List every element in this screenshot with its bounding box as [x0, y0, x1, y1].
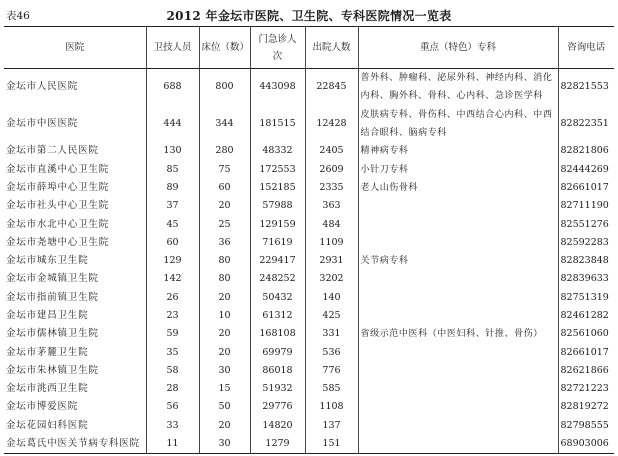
cell-phone: 82661017	[560, 181, 609, 193]
table-row	[4, 380, 614, 398]
cell-name: 金坛市城东卫生院	[4, 252, 146, 270]
table-body	[4, 69, 614, 454]
cell-specialty: 精神病专科	[358, 142, 558, 160]
cell-staff: 688	[146, 69, 199, 106]
cell-discharged: 585	[305, 380, 358, 398]
cell-staff: 59	[146, 325, 199, 343]
header-discharged: 出院人数	[305, 27, 358, 69]
cell-discharged: 2335	[305, 179, 358, 197]
cell-phone: 82822351	[560, 117, 609, 129]
cell-phone: 82821553	[560, 81, 609, 93]
cell-phone: 82444269	[560, 163, 609, 175]
cell-beds: 80	[199, 252, 250, 270]
cell-name: 金坛葛氏中医关节病专科医院	[4, 435, 146, 454]
cell-discharged: 2931	[305, 252, 358, 270]
cell-name: 金坛市社头中心卫生院	[4, 197, 146, 215]
cell-outpatient: 69979	[250, 343, 305, 361]
cell-specialty: 普外科、肿瘤科、泌尿外科、神经内科、消化内科、胸外科、骨科、心内科、急诊医学科	[358, 69, 558, 106]
cell-specialty	[358, 197, 558, 215]
cell-name: 金坛市博爱医院	[4, 398, 146, 416]
cell-phone: 82711190	[560, 200, 609, 212]
cell-staff: 60	[146, 234, 199, 252]
cell-phone: 82823848	[560, 255, 609, 267]
cell-specialty: 老人山伤骨科	[358, 179, 558, 197]
table-row	[4, 417, 614, 435]
cell-beds: 800	[199, 69, 250, 106]
cell-staff: 45	[146, 215, 199, 233]
cell-name: 金坛市建昌卫生院	[4, 307, 146, 325]
cell-beds: 75	[199, 160, 250, 178]
cell-discharged: 1108	[305, 398, 358, 416]
cell-phone: 82798555	[560, 419, 609, 431]
cell-staff: 33	[146, 417, 199, 435]
cell-specialty: 省级示范中医科（中医妇科、针推、骨伤）	[358, 325, 558, 343]
cell-staff: 130	[146, 142, 199, 160]
table-row	[4, 234, 614, 252]
cell-name: 金坛市指前镇卫生院	[4, 289, 146, 307]
cell-specialty	[358, 289, 558, 307]
cell-outpatient: 48332	[250, 142, 305, 160]
header-specialty: 重点（特色）专科	[358, 27, 558, 69]
table-row	[4, 343, 614, 361]
cell-specialty	[358, 380, 558, 398]
cell-staff: 85	[146, 160, 199, 178]
cell-specialty: 皮肤病专科、骨伤科、中西结合心内科、中西结合眼科、脑病专科	[358, 106, 558, 143]
cell-outpatient: 61312	[250, 307, 305, 325]
hospital-table	[4, 26, 614, 454]
cell-beds: 50	[199, 398, 250, 416]
table-row	[4, 398, 614, 416]
cell-staff: 37	[146, 197, 199, 215]
table-row	[4, 160, 614, 178]
cell-discharged: 137	[305, 417, 358, 435]
cell-discharged: 1109	[305, 234, 358, 252]
cell-name: 金坛市洮西卫生院	[4, 380, 146, 398]
cell-beds: 80	[199, 270, 250, 288]
cell-beds: 10	[199, 307, 250, 325]
cell-beds: 20	[199, 325, 250, 343]
table-row	[4, 197, 614, 215]
cell-specialty	[358, 270, 558, 288]
cell-outpatient: 51932	[250, 380, 305, 398]
table-row	[4, 435, 614, 454]
cell-outpatient: 172553	[250, 160, 305, 178]
cell-specialty	[358, 307, 558, 325]
cell-specialty	[358, 417, 558, 435]
cell-name: 金坛市中医医院	[4, 106, 146, 143]
cell-specialty	[358, 398, 558, 416]
cell-discharged: 151	[305, 435, 358, 454]
cell-phone: 82551276	[560, 218, 609, 230]
cell-specialty	[358, 362, 558, 380]
cell-specialty	[358, 435, 558, 454]
cell-outpatient: 168108	[250, 325, 305, 343]
cell-name: 金坛市朱林镇卫生院	[4, 362, 146, 380]
header-beds: 床位（数）	[199, 27, 250, 69]
cell-outpatient: 129159	[250, 215, 305, 233]
cell-discharged: 484	[305, 215, 358, 233]
table-row	[4, 106, 614, 143]
header-name: 医院	[4, 27, 146, 69]
cell-phone: 82661017	[560, 346, 609, 358]
cell-outpatient: 152185	[250, 179, 305, 197]
cell-name: 金坛市第二人民医院	[4, 142, 146, 160]
cell-beds: 20	[199, 417, 250, 435]
cell-beds: 20	[199, 197, 250, 215]
cell-discharged: 2405	[305, 142, 358, 160]
cell-name: 金坛花园妇科医院	[4, 417, 146, 435]
cell-phone: 82819272	[560, 401, 609, 413]
table-row	[4, 252, 614, 270]
cell-discharged: 776	[305, 362, 358, 380]
cell-discharged: 140	[305, 289, 358, 307]
table-row	[4, 142, 614, 160]
cell-discharged: 363	[305, 197, 358, 215]
cell-name: 金坛市直溪中心卫生院	[4, 160, 146, 178]
cell-outpatient: 248252	[250, 270, 305, 288]
cell-staff: 56	[146, 398, 199, 416]
table-row	[4, 215, 614, 233]
cell-beds: 20	[199, 343, 250, 361]
cell-specialty	[358, 234, 558, 252]
cell-staff: 142	[146, 270, 199, 288]
cell-phone: 82592283	[560, 236, 609, 248]
table-row	[4, 289, 614, 307]
table-title: 2012 年金坛市医院、卫生院、专科医院情况一览表	[166, 9, 452, 23]
cell-outpatient: 57988	[250, 197, 305, 215]
cell-staff: 35	[146, 343, 199, 361]
cell-discharged: 3202	[305, 270, 358, 288]
cell-specialty	[358, 215, 558, 233]
cell-discharged: 425	[305, 307, 358, 325]
table-row	[4, 270, 614, 288]
header-outpatient-label: 门急诊人次	[258, 33, 297, 62]
cell-phone: 82621866	[560, 364, 609, 376]
cell-outpatient: 181515	[250, 106, 305, 143]
header-outpatient	[250, 27, 305, 69]
cell-specialty	[358, 343, 558, 361]
cell-outpatient: 50432	[250, 289, 305, 307]
cell-discharged: 12428	[305, 106, 358, 143]
cell-outpatient: 229417	[250, 252, 305, 270]
cell-name: 金坛市茅麓卫生院	[4, 343, 146, 361]
cell-name: 金坛市薛埠中心卫生院	[4, 179, 146, 197]
cell-staff: 444	[146, 106, 199, 143]
header-staff: 卫技人员	[146, 27, 199, 69]
cell-name: 金坛市儒林镇卫生院	[4, 325, 146, 343]
table-number: 表46	[6, 10, 30, 22]
header-row	[4, 27, 614, 69]
cell-phone: 82461282	[560, 310, 609, 321]
cell-specialty: 小针刀专科	[358, 160, 558, 178]
cell-staff: 89	[146, 179, 199, 197]
cell-beds: 25	[199, 215, 250, 233]
table-row	[4, 362, 614, 380]
cell-phone: 82561060	[560, 328, 609, 340]
cell-phone: 82721223	[560, 383, 609, 395]
table-row	[4, 307, 614, 325]
cell-beds: 20	[199, 289, 250, 307]
cell-specialty: 关节病专科	[358, 252, 558, 270]
table-row	[4, 69, 614, 106]
cell-outpatient: 14820	[250, 417, 305, 435]
header-phone: 咨询电话	[558, 27, 614, 69]
cell-discharged: 22845	[305, 69, 358, 106]
cell-discharged: 2609	[305, 160, 358, 178]
cell-outpatient: 29776	[250, 398, 305, 416]
cell-name: 金坛市人民医院	[4, 69, 146, 106]
cell-staff: 23	[146, 307, 199, 325]
cell-name: 金坛市金城镇卫生院	[4, 270, 146, 288]
cell-outpatient: 71619	[250, 234, 305, 252]
cell-discharged: 536	[305, 343, 358, 361]
cell-outpatient: 443098	[250, 69, 305, 106]
cell-beds: 15	[199, 380, 250, 398]
cell-phone: 82839633	[560, 273, 609, 285]
cell-staff: 129	[146, 252, 199, 270]
cell-beds: 30	[199, 435, 250, 454]
cell-beds: 60	[199, 179, 250, 197]
cell-beds: 344	[199, 106, 250, 143]
cell-staff: 11	[146, 435, 199, 454]
cell-phone: 82751319	[560, 291, 609, 303]
cell-beds: 30	[199, 362, 250, 380]
cell-discharged: 331	[305, 325, 358, 343]
cell-staff: 58	[146, 362, 199, 380]
cell-outpatient: 86018	[250, 362, 305, 380]
cell-beds: 36	[199, 234, 250, 252]
cell-phone: 82821806	[560, 145, 609, 157]
cell-outpatient: 1279	[250, 435, 305, 454]
cell-staff: 26	[146, 289, 199, 307]
table-row	[4, 325, 614, 343]
cell-name: 金坛市尧塘中心卫生院	[4, 234, 146, 252]
table-caption	[4, 6, 614, 26]
table-row	[4, 179, 614, 197]
cell-name: 金坛市水北中心卫生院	[4, 215, 146, 233]
cell-staff: 28	[146, 380, 199, 398]
cell-beds: 280	[199, 142, 250, 160]
cell-phone: 68903006	[558, 435, 614, 454]
